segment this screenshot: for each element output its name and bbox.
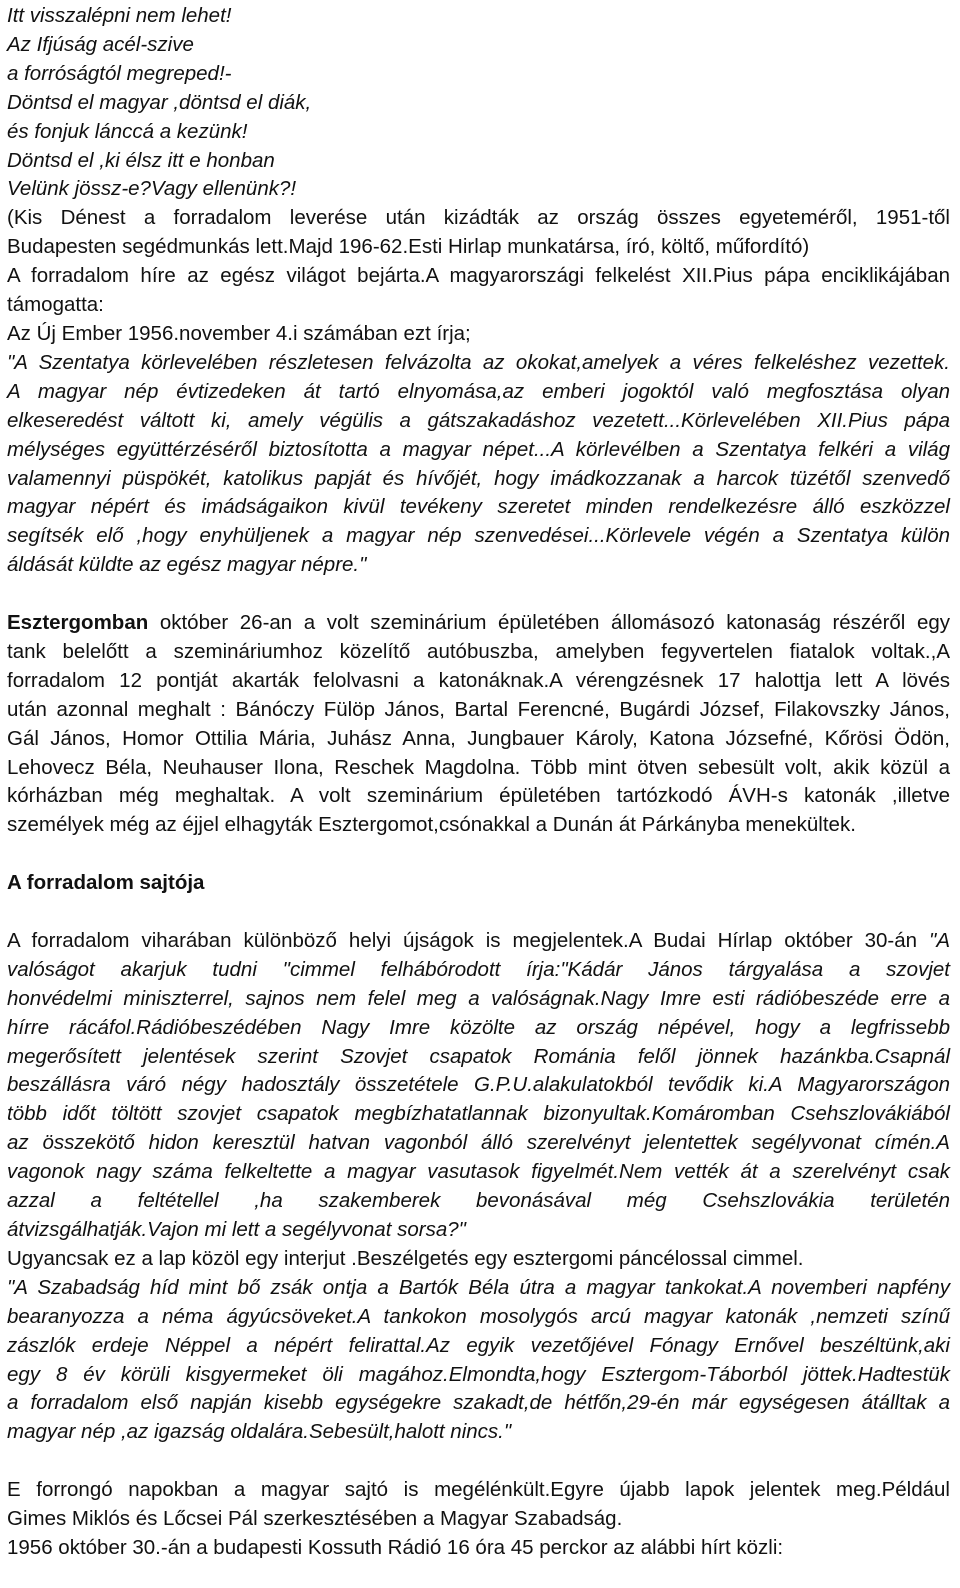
press-quote-line: vagonok nagy száma felkeltette a magyar vasutasok figyelmét.Nem vették át a szerelvényt csak bbox=[7, 1160, 950, 1184]
pius-quote bbox=[7, 349, 950, 580]
esztergom-line: kórházban még meghaltak. A volt szeminárium épületében tartózkodó ÁVH-s katonák ,illetve bbox=[7, 784, 950, 808]
esztergom-paragraph bbox=[7, 609, 950, 840]
esztergom-line: Gál János, Homor Ottilia Mária, Juhász Anna, Jungbauer Károly, Katona Józsefné, Kőrösi Ödön, bbox=[7, 726, 950, 750]
esztergom-bold: Esztergomban bbox=[7, 611, 149, 635]
press-quote-line: az összekötő hidon keresztül hatvan vagonból álló szerelvényt jelentettek segélyvonat címén.A bbox=[7, 1131, 950, 1155]
bio-line: (Kis Dénest a forradalom leverése után kizádták az ország összes egyeteméről, 1951-től bbox=[7, 206, 950, 230]
interview-line: magyar nép ,az igazság oldalára.Sebesült,halott nincs." bbox=[7, 1420, 512, 1444]
quote-line: segítsék elő ,hogy enyhüljenek a magyar nép szenvedései...Körlevele végén a Szentatya külön bbox=[7, 524, 950, 548]
bio-line: Budapesten segédmunkás lett.Majd 196-62.Esti Hirlap munkatársa, író, költő, műfordító) bbox=[7, 235, 810, 259]
section-heading: A forradalom sajtója bbox=[7, 871, 205, 895]
bio-line: támogatta: bbox=[7, 293, 104, 317]
bio-line: Az Új Ember 1956.november 4.i számában ezt írja; bbox=[7, 321, 471, 345]
esztergom-first-line bbox=[7, 609, 950, 638]
quote-line: áldását küldte az egész magyar népre." bbox=[7, 553, 367, 577]
closing-line: E forrongó napokban a magyar sajtó is megélénkült.Egyre újabb lapok jelentek meg.Például bbox=[7, 1478, 950, 1502]
poem-line: Az Ifjúság acél-szive bbox=[7, 32, 194, 56]
press-first-italic: "A bbox=[929, 928, 950, 952]
press-normal-line: Ugyancsak ez a lap közöl egy interjut .Beszélgetés egy esztergomi páncélossal cimmel. bbox=[7, 1246, 804, 1270]
press-quote-line: azzal a feltétellel ,ha szakemberek bevonásával még Csehszlovákia területén bbox=[7, 1189, 950, 1213]
press-first-normal: A forradalom viharában különböző helyi újságok is megjelentek.A Budai Hírlap október 30-án bbox=[7, 928, 930, 952]
press-quote-line: hírre rácáfol.Rádióbeszédében Nagy Imre közölte az ország népével, hogy a legfrissebb bbox=[7, 1015, 950, 1039]
press-quote-line: beszállásra váró négy hadosztály összetétele G.P.U.alakulatokból tevődik ki.A Magyarországon bbox=[7, 1073, 950, 1097]
poem-line: a forróságtól megreped!- bbox=[7, 61, 232, 85]
interview-line: bearanyozza a néma ágyúcsöveket.A tankokon mosolygós arcú magyar katonák ,nemzeti színű bbox=[7, 1304, 950, 1328]
closing-line: Gimes Miklós és Lőcsei Pál szerkesztésében a Magyar Szabadság. bbox=[7, 1507, 623, 1531]
press-quote-line: több időt töltött szovjet csapatok megbízhatatlannak bizonyultak.Komáromban Csehszlovákiából bbox=[7, 1102, 950, 1126]
press-quote-line: honvédelmi miniszterrel, sajnos nem felel meg a valóságnak.Nagy Imre esti rádióbeszéde erre a bbox=[7, 986, 950, 1010]
quote-line: elkeseredést váltott ki, amely végülis a gátszakadáshoz vezetett...Körlevelében XII.Pius pápa bbox=[7, 408, 950, 432]
esztergom-first-rest: október 26-an a volt szeminárium épületében állomásozó katonaság részéről egy bbox=[148, 611, 950, 635]
esztergom-line: forradalom 12 pontját akarták felolvasni a katonáknak.A vérengzésnek 17 halottja lett A lövés bbox=[7, 668, 950, 692]
press-quote-line: megerősített jelentések szerint Szovjet csapatok Románia felől jönnek hazánkba.Csapnál bbox=[7, 1044, 950, 1068]
esztergom-line: személyek még az éjjel elhagyták Esztergomot,csónakkal a Dunán át Párkányba menekültek. bbox=[7, 813, 856, 837]
poem-line: Itt visszalépni nem lehet! bbox=[7, 4, 232, 27]
quote-line: mélységes együttérzéséről biztosította a magyar népet...A körlevélben a Szentatya felkéri a világ bbox=[7, 437, 950, 461]
bio-line: A forradalom híre az egész világot bejárta.A magyarországi felkelést XII.Pius pápa enciklikájában bbox=[7, 264, 950, 288]
spacer bbox=[7, 898, 950, 927]
spacer bbox=[7, 840, 950, 869]
poem-line: Döntsd el ,ki élsz itt e honban bbox=[7, 148, 275, 172]
spacer bbox=[7, 580, 950, 609]
closing-line: 1956 október 30.-án a budapesti Kossuth Rádió 16 óra 45 perckor az alábbi hírt közli: bbox=[7, 1535, 784, 1559]
spacer bbox=[7, 1447, 950, 1476]
closing-paragraph bbox=[7, 1476, 950, 1563]
press-first-line bbox=[7, 927, 950, 956]
press-paragraph bbox=[7, 927, 950, 1447]
quote-line: magyar népért és imádságaikon kivül tevékeny szeretet minden rendelkezésre álló eszközzel bbox=[7, 495, 950, 519]
quote-line: valamennyi püspökét, katolikus papját és hívőjét, hogy imádkozzanak a harcok tüzétől szenvedő bbox=[7, 466, 950, 490]
interview-line: "A Szabadság híd mint bő zsák ontja a Bartók Béla útra a magyar tankokat.A novemberi napfény bbox=[7, 1275, 950, 1299]
esztergom-line: tank belelőtt a szemináriumhoz közelítő autóbuszba, amelyben fegyvertelen fiatalok voltak.,A bbox=[7, 639, 950, 663]
poem-line: és fonjuk lánccá a kezünk! bbox=[7, 119, 248, 143]
quote-line: A magyar nép évtizedeken át tartó elnyomása,az emberi jogoktól való megfosztása olyan bbox=[7, 379, 950, 403]
interview-line: a forradalom első napján kisebb egységekre szakadt,de hétfőn,29-én már egységesen átálltak a bbox=[7, 1391, 950, 1415]
document-page bbox=[7, 2, 950, 1563]
interview-line: egy 8 év körüli kisgyermeket öli magához.Elmondta,hogy Esztergom-Táborból jöttek.Hadtestük bbox=[7, 1362, 950, 1386]
press-quote-line: valóságot akarjuk tudni "cimmel felhábórodott írja:"Kádár János tárgyalása a szovjet bbox=[7, 957, 950, 981]
bio-paragraph bbox=[7, 204, 950, 349]
poem-line: Velünk jössz-e?Vagy ellenünk?! bbox=[7, 177, 297, 201]
quote-line: "A Szentatya körlevelében részletesen felvázolta az okokat,amelyek a véres felkeléshez vezettek. bbox=[7, 350, 950, 374]
esztergom-line: Lehovecz Béla, Neuhauser Ilona, Reschek Magdolna. Több mint ötven sebesült volt, akik közül a bbox=[7, 755, 950, 779]
press-quote-line: átvizsgálhatják.Vajon mi lett a segélyvonat sorsa?" bbox=[7, 1218, 466, 1242]
poem bbox=[7, 2, 950, 204]
poem-line: Döntsd el magyar ,döntsd el diák, bbox=[7, 90, 312, 114]
esztergom-line: után azonnal meghalt : Bánóczy Fülöp János, Bartal Ferencné, Bugárdi József, Filakovszky János, bbox=[7, 697, 950, 721]
interview-line: zászlók erdeje Néppel a népért felirattal.Az egyik vezetőjével Fónagy Ernővel beszéltünk,aki bbox=[7, 1333, 950, 1357]
